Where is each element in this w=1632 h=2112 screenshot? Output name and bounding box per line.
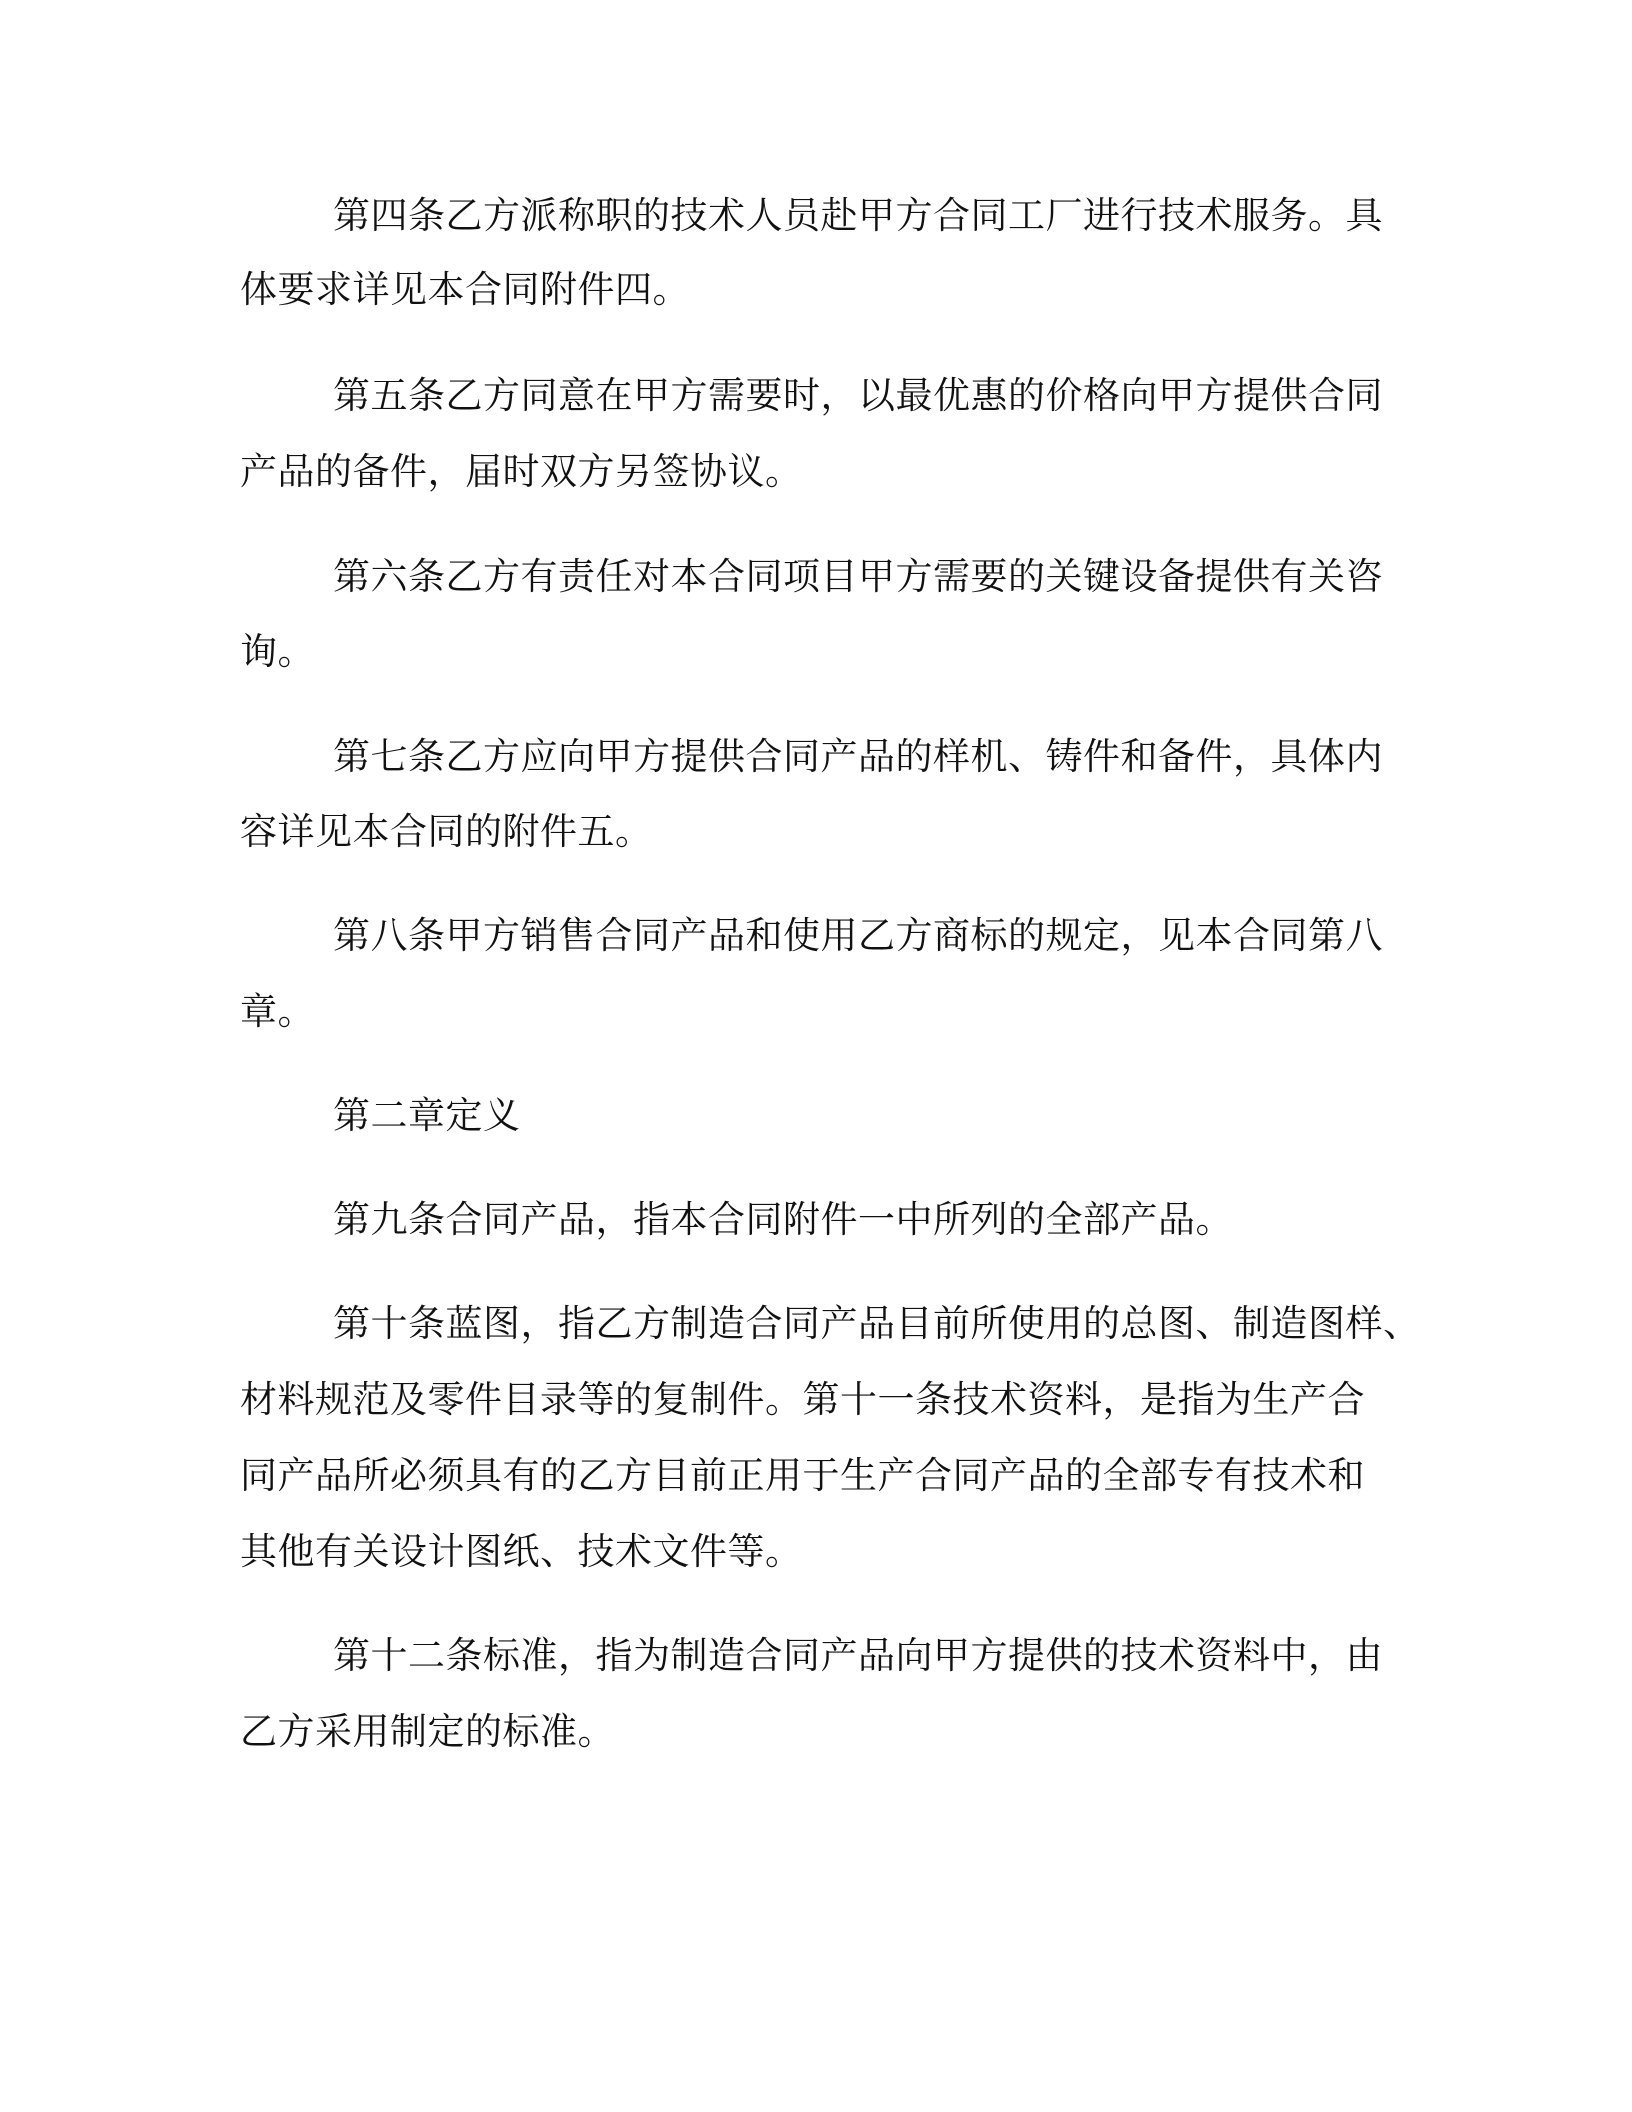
chapter-2-heading: 第二章定义 [333,1094,521,1137]
article-12-line-2: 乙方采用制定的标准。 [240,1710,615,1753]
article-10-line-1: 第十条蓝图，指乙方制造合同产品目前所使用的总图、制造图样、 [333,1302,1421,1345]
article-4-line-2: 体要求详见本合同附件四。 [240,268,690,311]
article-6-line-2: 询。 [240,630,315,673]
article-11-line-1: 同产品所必须具有的乙方目前正用于生产合同产品的全部专有技术和 [240,1454,1365,1497]
article-10-line-2: 材料规范及零件目录等的复制件。第十一条技术资料，是指为生产合 [240,1378,1365,1421]
article-9-line-1: 第九条合同产品，指本合同附件一中所列的全部产品。 [333,1198,1233,1241]
article-5-line-1: 第五条乙方同意在甲方需要时，以最优惠的价格向甲方提供合同 [333,374,1383,417]
article-12-line-1: 第十二条标准，指为制造合同产品向甲方提供的技术资料中，由 [333,1634,1383,1677]
article-7-line-1: 第七条乙方应向甲方提供合同产品的样机、铸件和备件，具体内 [333,735,1383,778]
article-7-line-2: 容详见本合同的附件五。 [240,810,653,853]
article-4-line-1: 第四条乙方派称职的技术人员赴甲方合同工厂进行技术服务。具 [333,194,1383,237]
article-6-line-1: 第六条乙方有责任对本合同项目甲方需要的关键设备提供有关咨 [333,555,1383,598]
article-11-line-2: 其他有关设计图纸、技术文件等。 [240,1530,803,1573]
article-8-line-1: 第八条甲方销售合同产品和使用乙方商标的规定，见本合同第八 [333,914,1383,957]
article-5-line-2: 产品的备件，届时双方另签协议。 [240,450,803,493]
article-8-line-2: 章。 [240,990,315,1033]
